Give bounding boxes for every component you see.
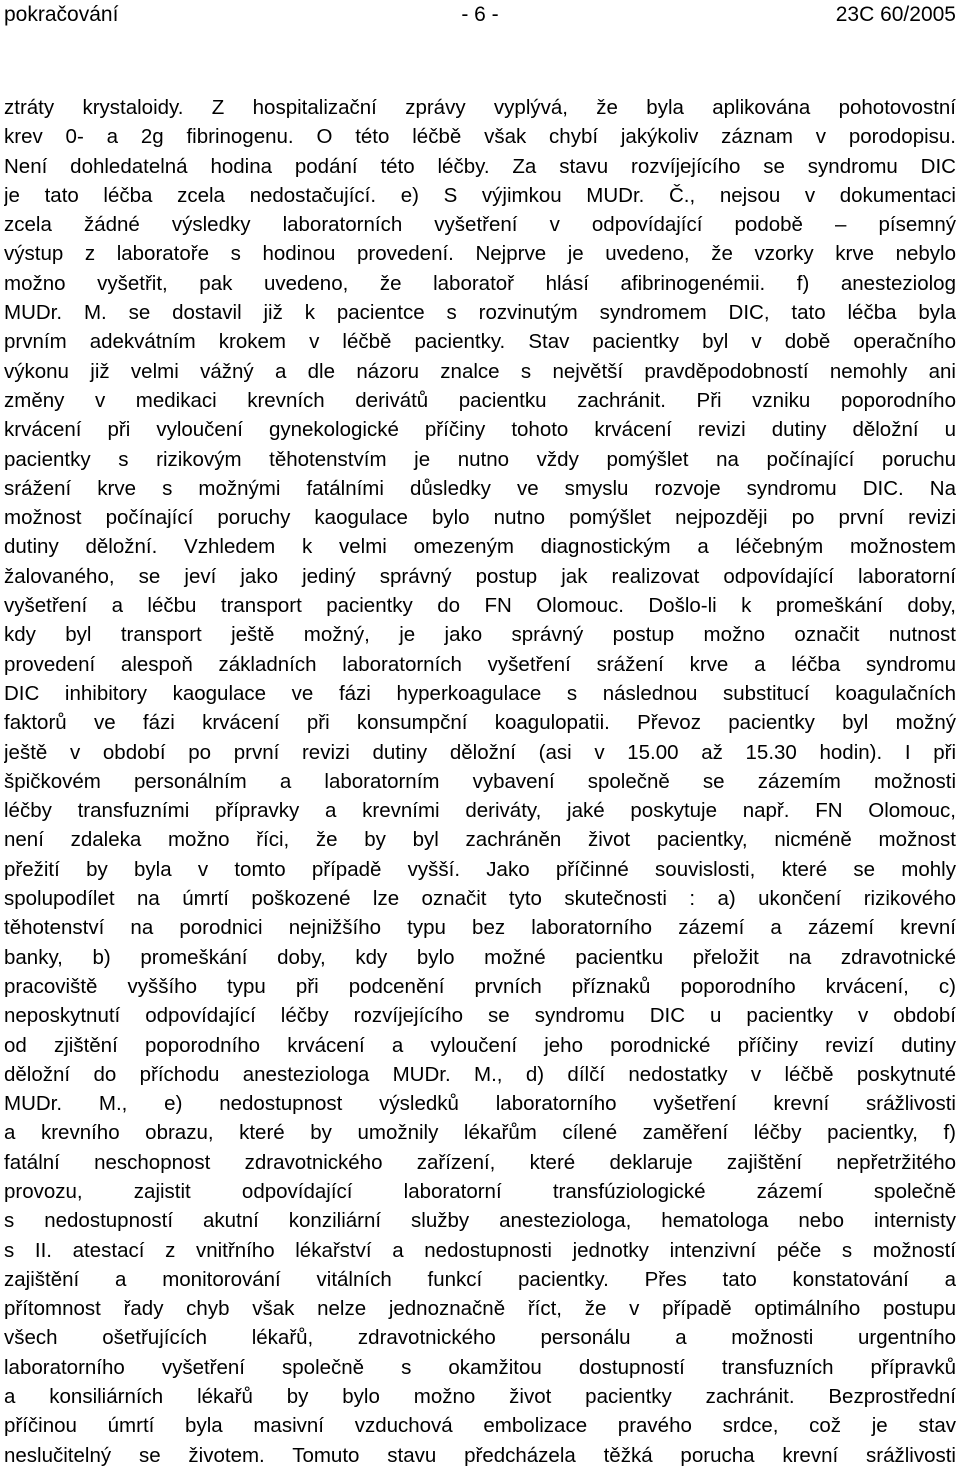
body-line: srážení krve s možnými fatálními důsledky ve smyslu rozvoje syndromu DIC. Na <box>4 476 956 500</box>
body-line: ztráty krystaloidy. Z hospitalizační zprávy vyplývá, že byla aplikována pohotovostní <box>4 96 956 119</box>
body-line: banky, b) promeškání doby, kdy bylo možné pacientku přeložit na zdravotnické <box>4 945 956 969</box>
header-page-number: - 6 - <box>461 3 499 26</box>
body-line: léčby transfuzními přípravky a krevními deriváty, jaké poskytuje např. FN Olomouc, <box>4 799 956 823</box>
body-line: výkonu již velmi vážný a dle názoru znalce s největší pravděpodobností nemohly ani <box>4 359 956 383</box>
body-line: není zdaleka možno říci, že by byl zachráněn život pacientky, nicméně možnost <box>4 828 956 852</box>
page-header <box>0 0 960 30</box>
body-line: žalovaného, se jeví jako jediný správný postup jak realizovat odpovídající laboratorní <box>4 564 956 588</box>
body-line: přežití by byla v tomto případě vyšší. Jako příčinné souvislosti, které se mohly <box>4 857 956 881</box>
body-line: laboratorního vyšetření společně s okamžitou dostupností transfuzních přípravků <box>4 1355 956 1379</box>
body-line: provozu, zajistit odpovídající laboratorní transfúziologické zázemí společně <box>4 1179 956 1203</box>
body-line: provedení alespoň základních laboratorních vyšetření srážení krve a léčba syndromu <box>4 652 956 676</box>
body-line: DIC inhibitory kaogulace ve fázi hyperkoagulace s následnou substitucí koagulačních <box>4 681 956 705</box>
body-line: spolupodílet na úmrtí poškozené lze označit tyto skutečnosti : a) ukončení rizikového <box>4 887 956 911</box>
body-line: neposkytnutí odpovídající léčby rozvíjejícího se syndromu DIC u pacientky v období <box>4 1004 956 1028</box>
body-line: fatální neschopnost zdravotnického zařízení, které deklaruje zajištění nepřetržitého <box>4 1150 956 1174</box>
body-line: přítomnost řady chyb však nelze jednoznačně říct, že v případě optimálního postupu <box>4 1297 956 1321</box>
body-line: pracoviště vyššího typu při podcenění prvních příznaků poporodního krvácení, c) <box>4 974 956 998</box>
body-line: změny v medikaci krevních derivátů pacientku zachránit. Při vzniku poporodního <box>4 388 956 412</box>
body-line: možno vyšetřit, pak uvedeno, že laboratoř hlásí afibrinogenémii. f) anesteziolog <box>4 271 956 295</box>
body-line: neslučitelný se životem. Tomuto stavu předcházela těžká porucha krevní srážlivosti <box>4 1443 956 1467</box>
header-case-number: 23C 60/2005 <box>835 3 956 26</box>
body-line: vyšetření a léčbu transport pacientky do FN Olomouc. Došlo-li k promeškání doby, <box>4 594 956 618</box>
body-line: všech ošetřujících lékařů, zdravotnického personálu a možnosti urgentního <box>4 1326 956 1350</box>
body-line: faktorů ve fázi krvácení při konsumpční koagulopatii. Převoz pacientky byl možný <box>4 711 956 735</box>
body-line: pacientky s rizikovým těhotenstvím je nutno vždy pomýšlet na počínající poruchu <box>4 447 956 471</box>
body-line: od zjištění poporodního krvácení a vyloučení jeho porodnické příčiny revizí dutiny <box>4 1033 956 1057</box>
body-line: zajištění a monitorování vitálních funkcí pacientky. Přes tato konstatování a <box>4 1267 956 1291</box>
body-line: krev 0- a 2g fibrinogenu. O této léčbě však chybí jakýkoliv záznam v porodopisu. <box>4 125 956 149</box>
body-line: a krevního obrazu, které by umožnily lékařům cílené zaměření léčby pacientky, f) <box>4 1121 956 1145</box>
body-line: výstup z laboratoře s hodinou provedení. Nejprve je uvedeno, že vzorky krve nebylo <box>4 242 956 266</box>
body-line: s nedostupností akutní konziliární služby anesteziologa, hematologa nebo internisty <box>4 1209 956 1233</box>
body-line: ještě v období po první revizi dutiny děložní (asi v 15.00 až 15.30 hodin). I při <box>4 740 956 764</box>
body-line: zcela žádné výsledky laboratorních vyšetření v odpovídající podobě – písemný <box>4 213 956 237</box>
body-line: s II. atestací z vnitřního lékařství a nedostupnosti jednotky intenzivní péče s možností <box>4 1238 956 1262</box>
header-continuation-label: pokračování <box>4 3 119 26</box>
body-line: krvácení při vyloučení gynekologické příčiny tohoto krvácení revizi dutiny děložní u <box>4 418 956 442</box>
body-line: těhotenství na porodnici nejnižšího typu bez laboratorního zázemí a zázemí krevní <box>4 916 956 940</box>
body-line: MUDr. M., e) nedostupnost výsledků laboratorního vyšetření krevní srážlivosti <box>4 1092 956 1116</box>
body-text <box>4 93 956 1470</box>
body-line: děložní do příchodu anesteziologa MUDr. M., d) dílčí nedostatky v léčbě poskytnuté <box>4 1062 956 1086</box>
body-line: špičkovém personálním a laboratorním vybavení společně se zázemím možnosti <box>4 769 956 793</box>
body-line: prvním adekvátním krokem v léčbě pacientky. Stav pacientky byl v době operačního <box>4 330 956 354</box>
body-line: dutiny děložní. Vzhledem k velmi omezeným diagnostickým a léčebným možnostem <box>4 535 956 559</box>
body-line: příčinou úmrtí byla masivní vzduchová embolizace pravého srdce, což je stav <box>4 1414 956 1438</box>
body-line: MUDr. M. se dostavil již k pacientce s rozvinutým syndromem DIC, tato léčba byla <box>4 301 956 325</box>
body-line: Není dohledatelná hodina podání této léčby. Za stavu rozvíjejícího se syndromu DIC <box>4 154 956 178</box>
body-line: kdy byl transport ještě možný, je jako správný postup možno označit nutnost <box>4 623 956 647</box>
body-line: a konsiliárních lékařů by bylo možno život pacientky zachránit. Bezprostřední <box>4 1385 956 1409</box>
body-line: je tato léčba zcela nedostačující. e) S výjimkou MUDr. Č., nejsou v dokumentaci <box>4 183 956 207</box>
body-line: možnost počínající poruchy kaogulace bylo nutno pomýšlet nejpozději po první revizi <box>4 506 956 530</box>
